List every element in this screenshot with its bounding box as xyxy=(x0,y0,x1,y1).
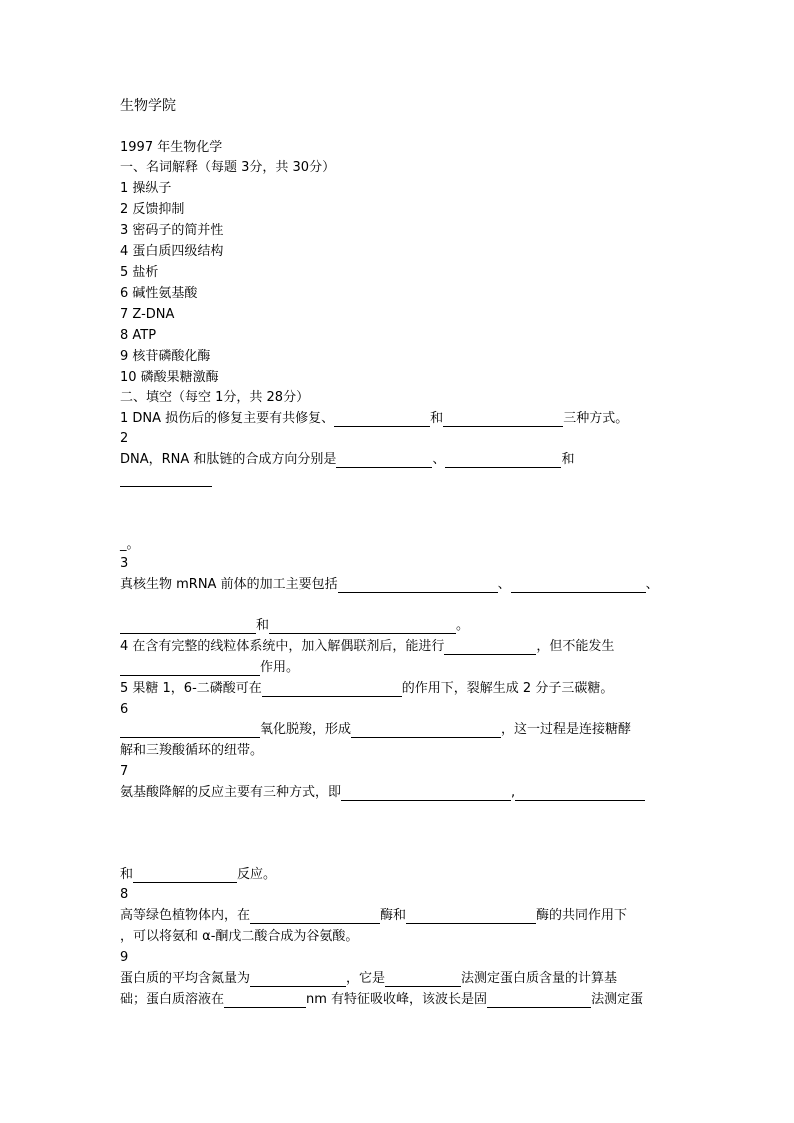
q4-blank-2[interactable] xyxy=(120,661,260,676)
q8-text: 高等绿色植物体内，在 xyxy=(120,908,251,923)
q3-text: 。 xyxy=(456,618,470,633)
question-number: 9 xyxy=(120,950,129,965)
q3-blank-4[interactable] xyxy=(269,619,456,634)
q6-text: ，这一过程是连接糖酵 xyxy=(501,722,632,737)
q9-blank-4[interactable] xyxy=(487,993,591,1008)
q7-text: 氨基酸降解的反应主要有三种方式，即 xyxy=(120,785,342,800)
question-8-cont: ，可以将氨和 α-酮戊二酸合成为谷氨酸。 xyxy=(120,929,359,944)
q5-blank-1[interactable] xyxy=(262,682,402,697)
q4-text: 4 在含有完整的线粒体系统中，加入解偶联剂后，能进行 xyxy=(120,639,445,654)
q9-text: 础；蛋白质溶液在 xyxy=(120,992,225,1007)
question-6 xyxy=(120,722,631,738)
term-item: 7 Z-DNA xyxy=(120,307,175,322)
term-item: 8 ATP xyxy=(120,328,157,343)
q5-text: 的作用下，裂解生成 2 分子三碳糖。 xyxy=(401,681,614,696)
q4-blank-1[interactable] xyxy=(444,640,536,655)
q9-blank-3[interactable] xyxy=(224,993,306,1008)
question-number: 6 xyxy=(120,702,129,717)
q2-text: 和 xyxy=(561,452,575,467)
term-item: 6 碱性氨基酸 xyxy=(120,286,198,301)
q6-text: 氧化脱羧，形成 xyxy=(260,722,352,737)
q3-text: 真核生物 mRNA 前体的加工主要包括 xyxy=(120,577,338,592)
term-item: 3 密码子的简并性 xyxy=(120,223,224,238)
q3-text: 、 xyxy=(497,577,511,592)
question-6-cont: 解和三羧酸循环的纽带。 xyxy=(120,743,264,758)
q1-blank-1[interactable] xyxy=(334,412,430,427)
q7-text: 反应。 xyxy=(237,867,277,882)
q9-blank-2[interactable] xyxy=(385,972,461,987)
question-number: 8 xyxy=(120,887,129,902)
question-9 xyxy=(120,971,617,987)
q8-text: 酶的共同作用下 xyxy=(536,908,628,923)
q2-blank-1[interactable] xyxy=(336,453,432,468)
q5-text: 5 果糖 1，6-二磷酸可在 xyxy=(120,681,262,696)
q8-blank-1[interactable] xyxy=(250,909,380,924)
term-item: 10 磷酸果糖激酶 xyxy=(120,370,219,385)
q6-blank-1[interactable] xyxy=(120,723,260,738)
q8-text: 酶和 xyxy=(380,908,407,923)
question-number: 7 xyxy=(120,764,129,779)
question-number: 2 xyxy=(120,431,129,446)
q2-text: 、 xyxy=(432,452,446,467)
section1-heading: 一、名词解释（每题 3分，共 30分） xyxy=(120,160,336,175)
school-name: 生物学院 xyxy=(120,98,176,114)
question-3 xyxy=(120,577,659,593)
question-3-cont xyxy=(120,618,469,634)
term-item: 4 蛋白质四级结构 xyxy=(120,244,224,259)
question-4 xyxy=(120,639,614,655)
q1-text: 三种方式。 xyxy=(563,411,629,426)
question-number: 3 xyxy=(120,556,129,571)
q3-text: 和 xyxy=(256,618,270,633)
term-item: 1 操纵子 xyxy=(120,181,172,196)
q7-blank-3[interactable] xyxy=(133,868,237,883)
q4-text: ，但不能发生 xyxy=(536,639,615,654)
section2-heading: 二、填空（每空 1分，共 28分） xyxy=(120,390,310,405)
q8-blank-2[interactable] xyxy=(406,909,536,924)
question-7-cont xyxy=(120,867,276,883)
term-item: 9 核苷磷酸化酶 xyxy=(120,349,211,364)
question-9-cont xyxy=(120,992,643,1008)
q3-text: 、 xyxy=(645,577,659,592)
term-item: 5 盐析 xyxy=(120,265,159,280)
q2-blank-3[interactable] xyxy=(120,486,212,487)
q7-blank-1[interactable] xyxy=(341,786,511,801)
question-8 xyxy=(120,908,627,924)
q3-blank-1[interactable] xyxy=(338,578,498,593)
q9-text: ，它是 xyxy=(346,971,386,986)
question-1 xyxy=(120,411,628,427)
question-4-cont xyxy=(120,660,299,676)
question-2 xyxy=(120,452,574,468)
exam-title: 1997 年生物化学 xyxy=(120,140,223,155)
q1-text: 和 xyxy=(430,411,444,426)
q7-blank-2[interactable] xyxy=(515,786,645,801)
q6-blank-2[interactable] xyxy=(351,723,501,738)
q9-text: 法测定蛋白质含量的计算基 xyxy=(461,971,618,986)
q4-text: 作用。 xyxy=(260,660,300,675)
q2-blank-2[interactable] xyxy=(445,453,561,468)
q9-text: 蛋白质的平均含氮量为 xyxy=(120,971,251,986)
question-5 xyxy=(120,681,613,697)
q1-text: 1 DNA 损伤后的修复主要有共修复、 xyxy=(120,411,335,426)
q3-blank-3[interactable] xyxy=(120,619,256,634)
q2-text: DNA，RNA 和肽链的合成方向分别是 xyxy=(120,452,337,467)
q7-text: 和 xyxy=(120,867,134,882)
q9-blank-1[interactable] xyxy=(250,972,346,987)
q2-end: _。 xyxy=(120,537,140,552)
q1-blank-2[interactable] xyxy=(443,412,563,427)
question-7 xyxy=(120,785,645,801)
term-item: 2 反馈抑制 xyxy=(120,202,185,217)
q9-text: 法测定蛋 xyxy=(591,992,644,1007)
q7-text: , xyxy=(511,785,516,800)
q3-blank-2[interactable] xyxy=(511,578,646,593)
q9-text: nm 有特征吸收峰，该波长是固 xyxy=(306,992,488,1007)
